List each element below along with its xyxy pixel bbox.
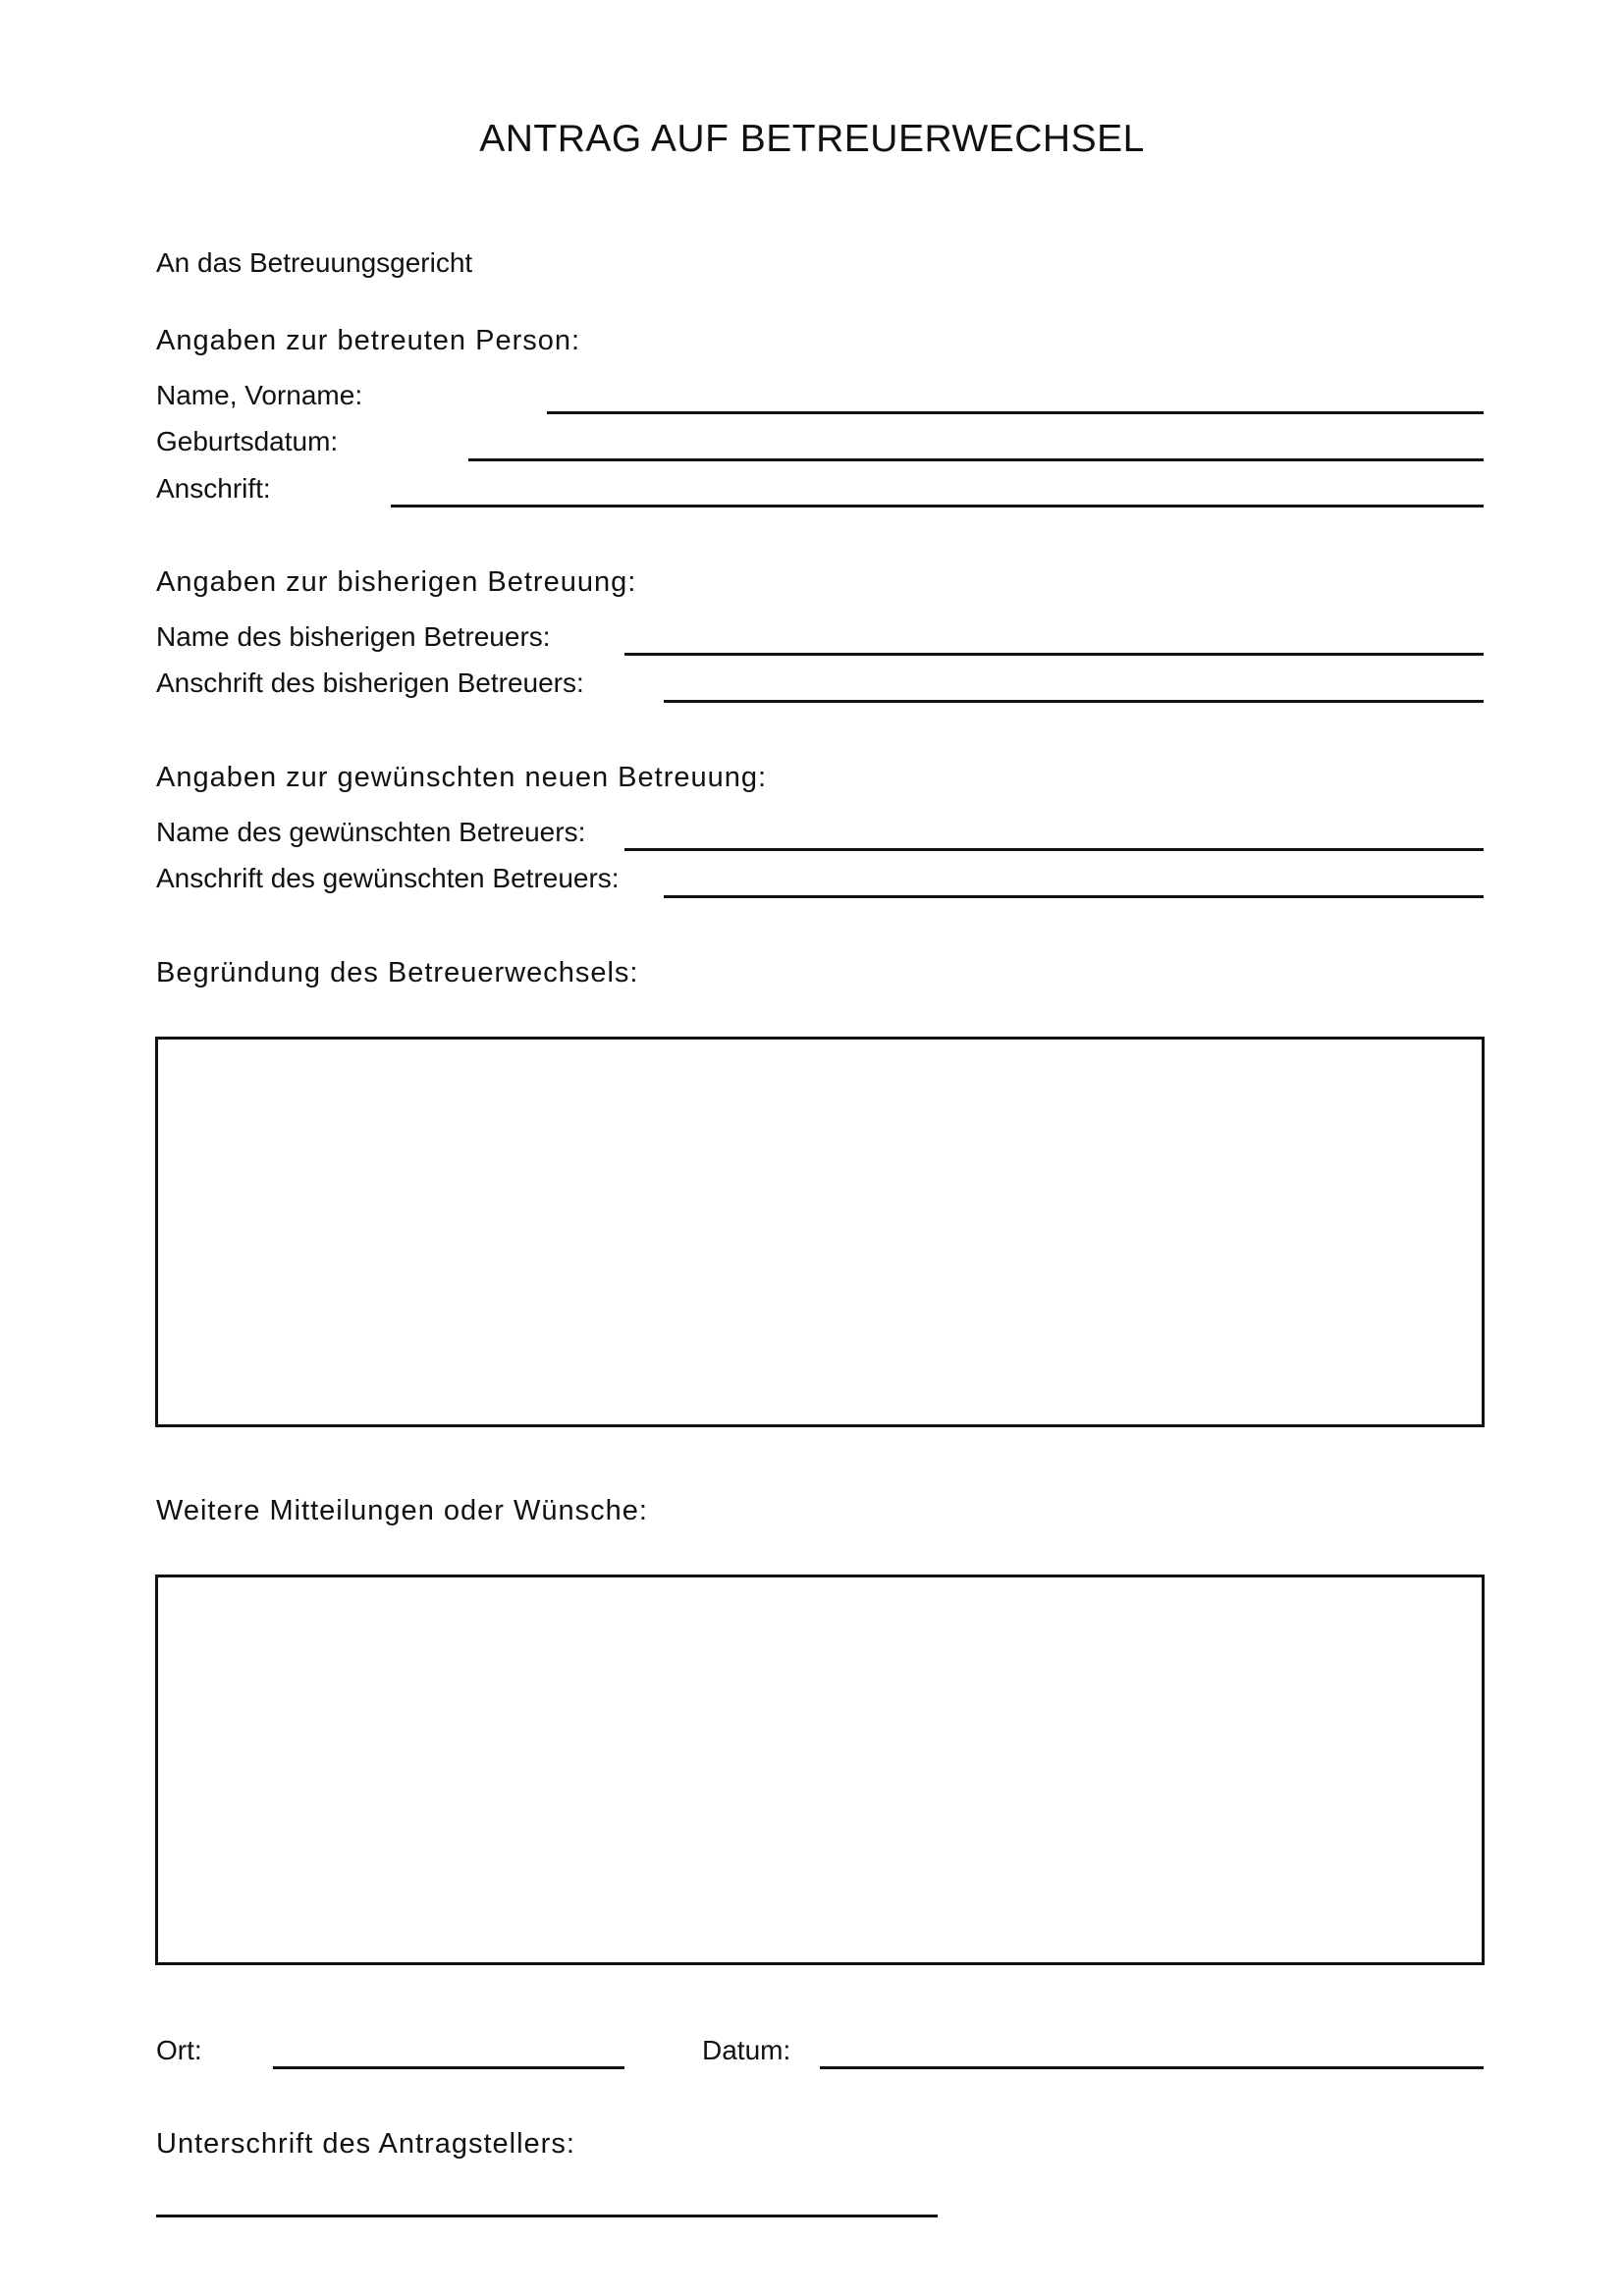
signature-label: Unterschrift des Antragstellers:	[156, 2128, 575, 2160]
new-name-label: Name des gewünschten Betreuers:	[156, 817, 586, 847]
new-section-heading: Angaben zur gewünschten neuen Betreuung:	[156, 762, 768, 793]
current-name-field[interactable]	[624, 653, 1484, 656]
place-label: Ort:	[156, 2035, 202, 2065]
date-label: Datum:	[702, 2035, 791, 2065]
notes-textarea[interactable]	[155, 1575, 1485, 1965]
current-name-label: Name des bisherigen Betreuers:	[156, 621, 551, 652]
person-address-label: Anschrift:	[156, 473, 271, 504]
new-address-label: Anschrift des gewünschten Betreuers:	[156, 863, 620, 893]
date-field[interactable]	[820, 2066, 1484, 2069]
person-name-label: Name, Vorname:	[156, 380, 363, 410]
new-address-field[interactable]	[664, 895, 1484, 898]
current-address-field[interactable]	[664, 700, 1484, 703]
person-birthdate-field[interactable]	[468, 458, 1484, 461]
current-section-heading: Angaben zur bisherigen Betreuung:	[156, 566, 637, 598]
new-name-field[interactable]	[624, 848, 1484, 851]
recipient-text: An das Betreuungsgericht	[156, 247, 473, 278]
current-address-label: Anschrift des bisherigen Betreuers:	[156, 667, 584, 698]
person-birthdate-label: Geburtsdatum:	[156, 426, 339, 456]
form-title: ANTRAG AUF BETREUERWECHSEL	[479, 118, 1145, 160]
notes-label: Weitere Mitteilungen oder Wünsche:	[156, 1495, 648, 1526]
place-field[interactable]	[273, 2066, 624, 2069]
person-section-heading: Angaben zur betreuten Person:	[156, 325, 581, 356]
reason-label: Begründung des Betreuerwechsels:	[156, 957, 639, 988]
person-address-field[interactable]	[391, 505, 1484, 507]
signature-field[interactable]	[156, 2215, 938, 2217]
person-name-field[interactable]	[547, 411, 1484, 414]
reason-textarea[interactable]	[155, 1037, 1485, 1427]
